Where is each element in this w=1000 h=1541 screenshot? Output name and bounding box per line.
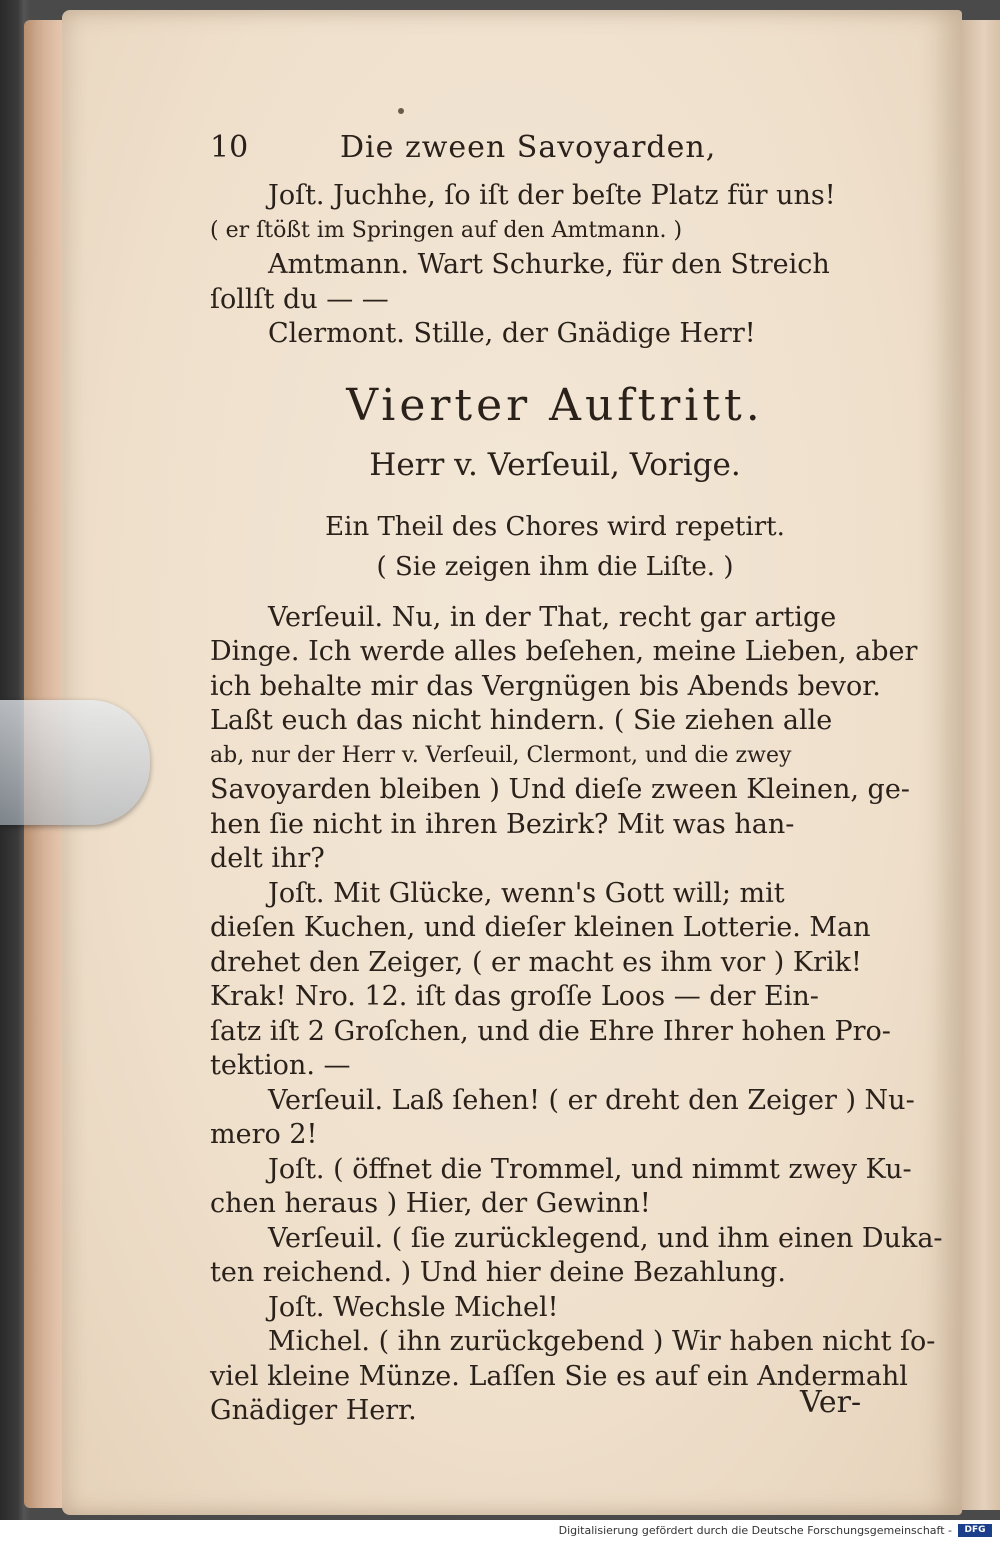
text-line: Joſt. ( öffnet die Trommel, und nimmt zwey Ku- (268, 1153, 912, 1185)
text-line: ich behalte mir das Vergnügen bis Abends bevor. (210, 670, 881, 702)
text-line: ſollſt du — — (210, 283, 389, 315)
text-line: delt ihr? (210, 843, 325, 874)
text-line: Joſt. Mit Glücke, wenn's Gott will; mit (268, 877, 785, 909)
body-text (210, 601, 943, 1429)
text-line: Gnädiger Herr. (210, 1395, 417, 1426)
running-head: Die zween Savoyarden, (340, 130, 717, 165)
text-line: dieſen Kuchen, und dieſer kleinen Lotterie. Man (210, 912, 871, 943)
footer-bar (0, 1520, 1000, 1541)
text-line: Joſt. Juchhe, ſo iſt der beſte Platz für uns! (268, 180, 836, 211)
text-line: tektion. — (210, 1050, 351, 1081)
catchword: Ver- (800, 1385, 862, 1420)
text-line: chen heraus ) Hier, der Gewinn! (210, 1188, 651, 1219)
text-line: Savoyarden bleiben ) Und dieſe zween Kleinen, ge- (210, 774, 910, 805)
text-line: Verſeuil. Laß ſehen! ( er dreht den Zeiger ) Nu- (268, 1084, 915, 1116)
text-line: ſatz iſt 2 Groſchen, und die Ehre Ihrer hohen Pro- (210, 1015, 891, 1047)
text-line: Dinge. Ich werde alles beſehen, meine Lieben, aber (210, 636, 918, 667)
text-line: Clermont. Stille, der Gnädige Herr! (268, 318, 756, 349)
page-header (210, 130, 900, 165)
bookmark-slip (0, 700, 150, 825)
text-line: mero 2! (210, 1119, 318, 1150)
page-text (210, 130, 943, 1429)
section-heading: Vierter Auftritt. (346, 379, 764, 431)
scene-top (210, 179, 900, 352)
text-line: ten reichend. ) Und hier deine Bezahlung. (210, 1257, 786, 1288)
text-line: Amtmann. Wart Schurke, für den Streich (268, 249, 830, 280)
text-line: Verſeuil. Nu, in der That, recht gar artige (268, 601, 837, 633)
characters-line: Herr v. Verſeuil, Vorige. (369, 446, 741, 483)
text-line: hen ſie nicht in ihren Bezirk? Mit was han- (210, 808, 795, 840)
page-number: 10 (210, 130, 249, 165)
text-line: ab, nur der Herr v. Verſeuil, Clermont, und die zwey (210, 742, 792, 768)
text-line: drehet den Zeiger, ( er macht es ihm vor ) Krik! (210, 946, 862, 978)
stage-direction-chorus: Ein Theil des Chores wird repetirt. (325, 511, 785, 542)
footer-credit: Digitalisierung gefördert durch die Deutsche Forschungsgemeinschaft - (558, 1524, 952, 1537)
text-line: Michel. ( ihn zurückgebend ) Wir haben nicht ſo- (268, 1326, 936, 1357)
text-line: ( er ſtößt im Springen auf den Amtmann. ) (210, 217, 683, 243)
text-line: Krak! Nro. 12. iſt das groſſe Loos — der Ein- (210, 981, 819, 1012)
text-line: Joſt. Wechsle Michel! (268, 1291, 559, 1323)
stage-direction-list: ( Sie zeigen ihm die Liſte. ) (376, 551, 734, 582)
text-line: viel kleine Münze. Laſſen Sie es auf ein Andermahl (210, 1360, 908, 1392)
text-line: Verſeuil. ( ſie zurücklegend, und ihm einen Duka- (268, 1222, 943, 1254)
text-line: Laßt euch das nicht hindern. ( Sie ziehen alle (210, 705, 833, 736)
dfg-logo: DFG (958, 1524, 992, 1537)
ink-dot (398, 108, 404, 114)
